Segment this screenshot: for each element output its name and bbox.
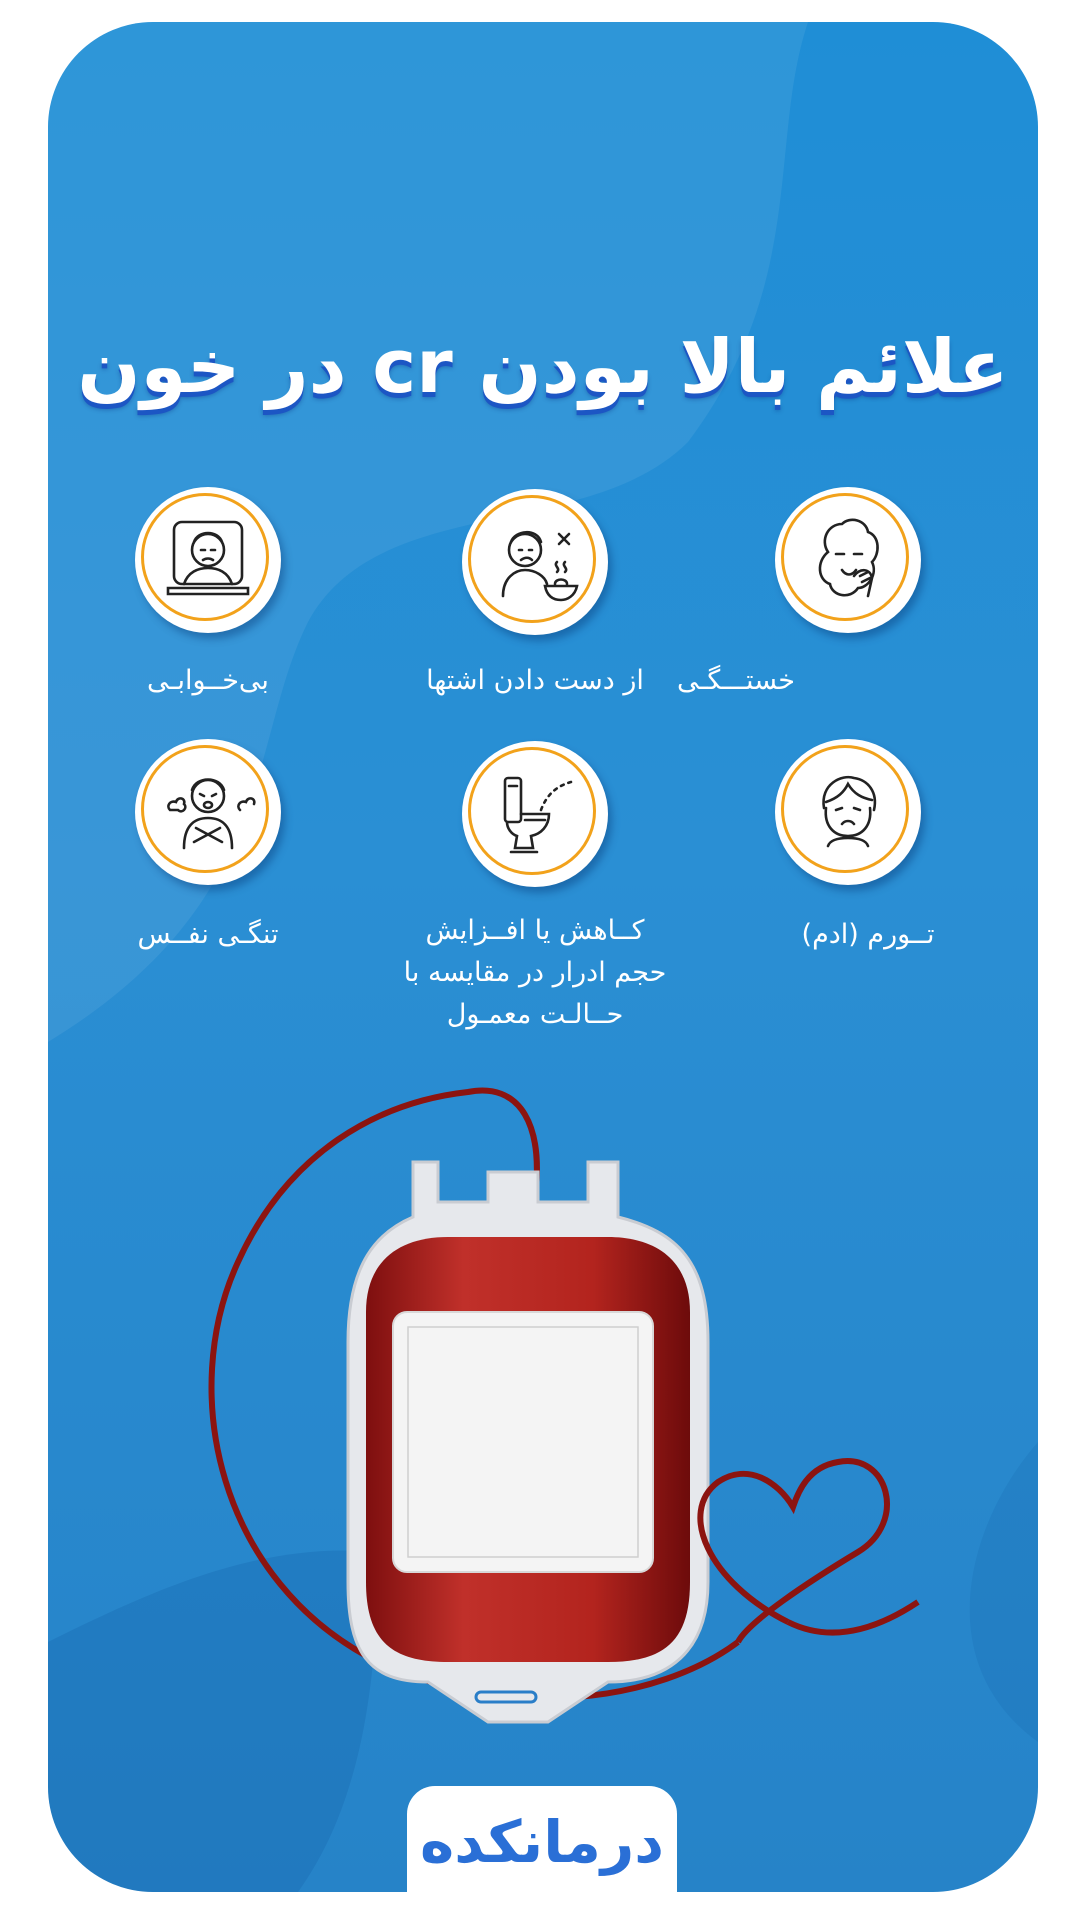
insomnia-icon [158,510,258,610]
loss-of-appetite-icon [485,512,585,612]
toilet-icon [485,764,585,864]
brand-logo: درمانکده [419,1808,665,1876]
shortness-of-breath-icon-circle [135,739,281,885]
swelling-icon-circle [775,739,921,885]
swelling-icon [798,762,898,862]
infographic-card [48,22,1038,1892]
loss-of-appetite-icon-circle [462,489,608,635]
symptom-label-breath: تنگـی نفــس [137,919,279,950]
fatigue-icon [798,510,898,610]
fatigue-icon-circle [775,487,921,633]
symptom-label-insomnia: بی‌خــوابـی [147,665,269,696]
insomnia-icon-circle [135,487,281,633]
symptom-label-urine-line-2: حجم ادرار در مقایسه با [403,957,667,988]
symptom-label-urine [365,910,705,1036]
toilet-icon-circle [462,741,608,887]
symptom-label-urine-line-3: حــالـت معمـول [446,999,624,1030]
shortness-of-breath-icon [158,762,258,862]
logo-tab [407,1786,677,1892]
blood-bag-illustration [48,1062,1038,1762]
page-title: علائم بالا بودن cr در خون [77,324,1009,410]
symptom-label-swelling: تــورم (ادم) [801,919,935,950]
symptom-label-fatigue: خستـــگـی [677,665,795,696]
symptom-label-appetite: از دست دادن اشتها [426,665,644,696]
symptom-label-urine-line-1: کــاهش یا افــزایش [425,915,645,946]
